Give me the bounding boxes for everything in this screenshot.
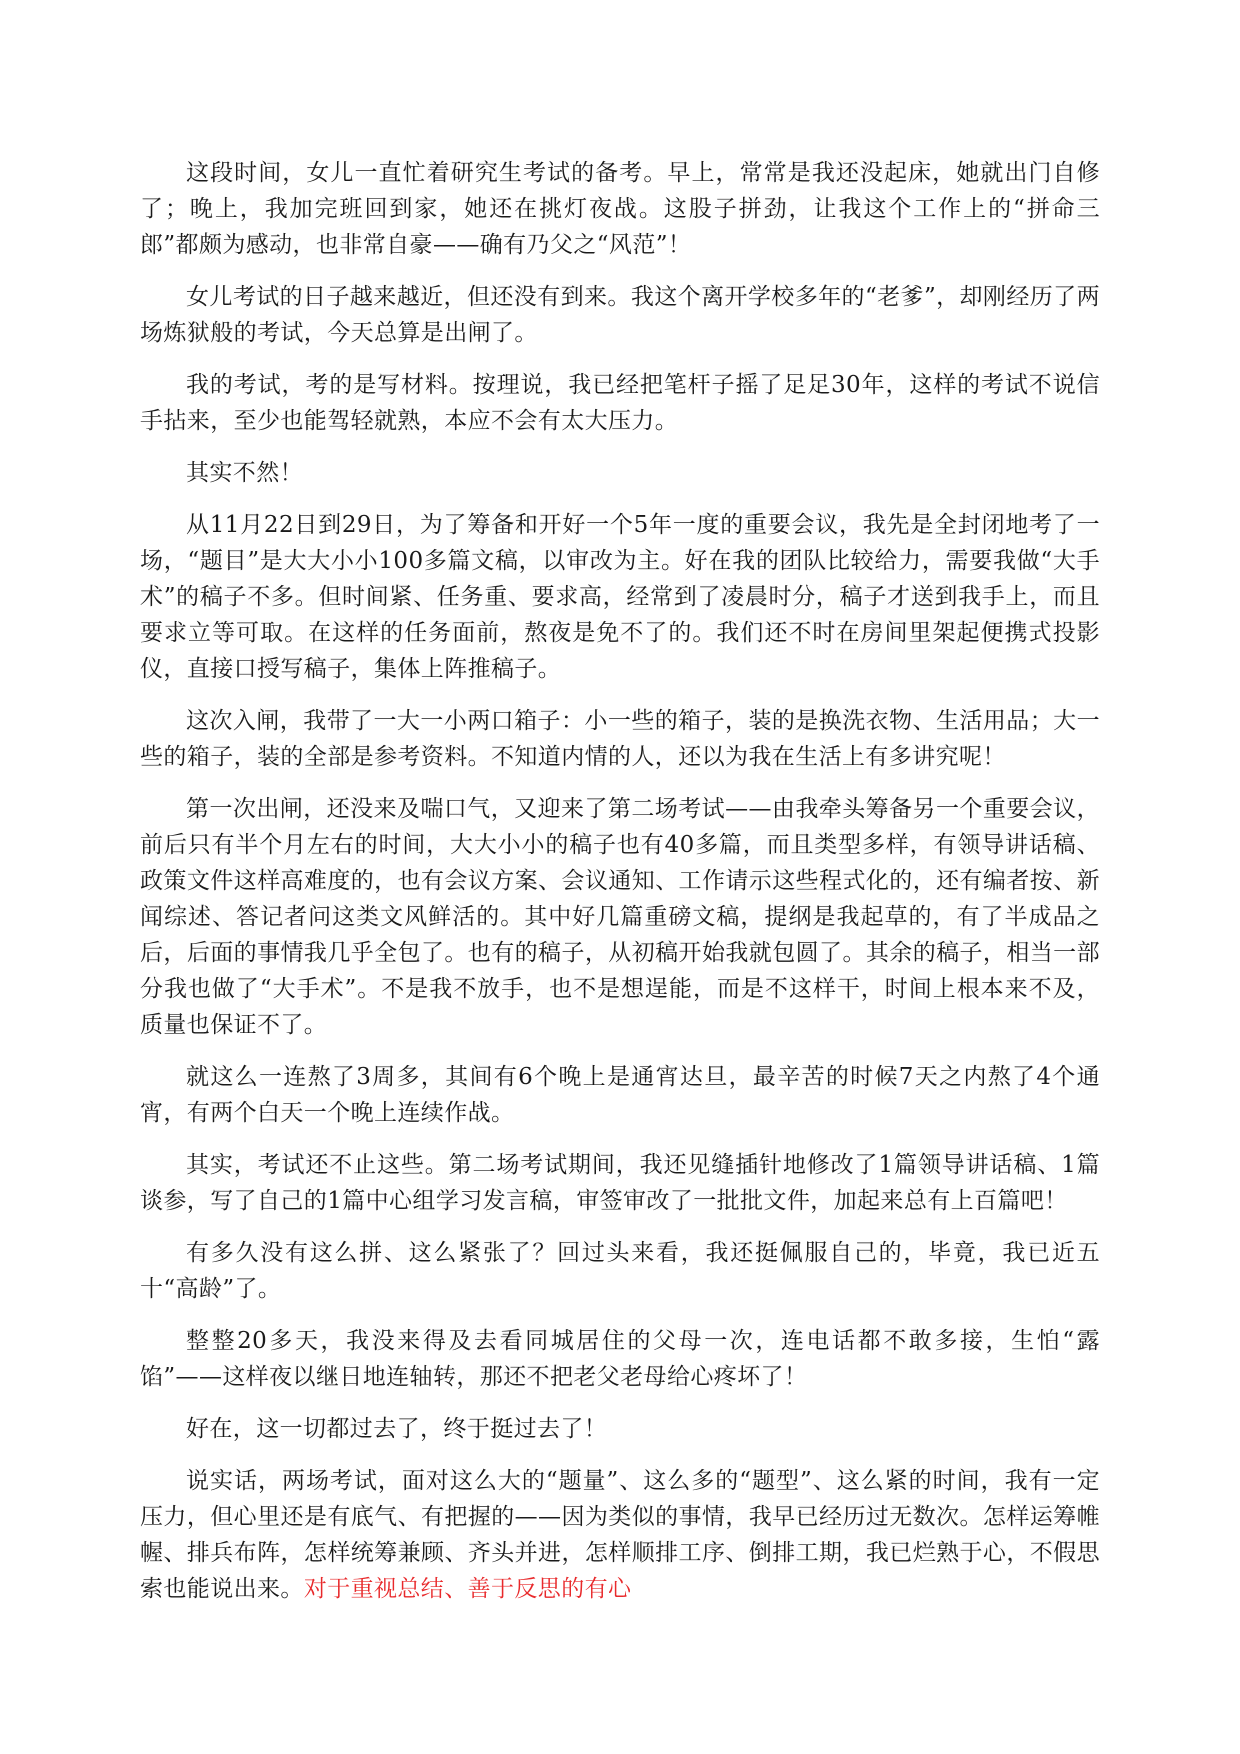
paragraph: 整整20多天，我没来得及去看同城居住的父母一次，连电话都不敢多接，生怕“露馅”——这样夜以继日地连轴转，那还不把老父老母给心疼坏了！ — [140, 1328, 1100, 1390]
paragraph: 女儿考试的日子越来越近，但还没有到来。我这个离开学校多年的“老爹”，却刚经历了两场炼狱般的考试，今天总算是出闸了。 — [140, 284, 1100, 346]
highlighted-text: 对于重视总结、善于反思的有心 — [303, 1576, 632, 1602]
paragraph-last — [140, 1463, 1100, 1607]
paragraph: 从11月22日到29日，为了筹备和开好一个5年一度的重要会议，我先是全封闭地考了一场，“题目”是大大小小100多篇文稿，以审改为主。好在我的团队比较给力，需要我做“大手术”的稿子不多。但时间紧、任务重、要求高，经常到了凌晨时分，稿子才送到我手上，而且要求立等可取。在这样的任务面前，熬夜是免不了的。我们还不时在房间里架起便携式投影仪，直接口授写稿子，集体上阵推稿子。 — [140, 512, 1100, 682]
paragraph: 好在，这一切都过去了，终于挺过去了！ — [186, 1416, 608, 1442]
paragraph: 这次入闸，我带了一大一小两口箱子：小一些的箱子，装的是换洗衣物、生活用品；大一些的箱子，装的全部是参考资料。不知道内情的人，还以为我在生活上有多讲究呢！ — [140, 708, 1100, 770]
paragraph: 其实不然！ — [186, 460, 303, 486]
paragraph: 就这么一连熬了3周多，其间有6个晚上是通宵达旦，最辛苦的时候7天之内熬了4个通宵，有两个白天一个晚上连续作战。 — [140, 1064, 1100, 1126]
paragraph: 这段时间，女儿一直忙着研究生考试的备考。早上，常常是我还没起床，她就出门自修了；晚上，我加完班回到家，她还在挑灯夜战。这股子拼劲，让我这个工作上的“拼命三郎”都颇为感动，也非常自豪——确有乃父之“风范”！ — [140, 160, 1100, 258]
paragraph: 有多久没有这么拼、这么紧张了？回过头来看，我还挺佩服自己的，毕竟，我已近五十“高龄”了。 — [140, 1240, 1100, 1302]
paragraph: 其实，考试还不止这些。第二场考试期间，我还见缝插针地修改了1篇领导讲话稿、1篇谈参，写了自己的1篇中心组学习发言稿，审签审改了一批批文件，加起来总有上百篇吧！ — [140, 1152, 1100, 1214]
paragraph-last-text: 说实话，两场考试，面对这么大的“题量”、这么多的“题型”、这么紧的时间，我有一定压力，但心里还是有底气、有把握的——因为类似的事情，我早已经历过无数次。怎样运筹帷幄、排兵布阵，怎样统筹兼顾、齐头并进，怎样顺排工序、倒排工期，我已烂熟于心，不假思索也能说出来。 — [140, 1468, 1100, 1602]
paragraph: 第一次出闸，还没来及喘口气，又迎来了第二场考试——由我牵头筹备另一个重要会议，前后只有半个月左右的时间，大大小小的稿子也有40多篇，而且类型多样，有领导讲话稿、政策文件这样高难度的，也有会议方案、会议通知、工作请示这些程式化的，还有编者按、新闻综述、答记者问这类文风鲜活的。其中好几篇重磅文稿，提纲是我起草的，有了半成品之后，后面的事情我几乎全包了。也有的稿子，从初稿开始我就包圆了。其余的稿子，相当一部分我也做了“大手术”。不是我不放手，也不是想逞能，而是不这样干，时间上根本来不及，质量也保证不了。 — [140, 796, 1100, 1038]
paragraph: 我的考试，考的是写材料。按理说，我已经把笔杆子摇了足足30年，这样的考试不说信手拈来，至少也能驾轻就熟，本应不会有太大压力。 — [140, 372, 1100, 434]
document-body — [140, 155, 1100, 1607]
